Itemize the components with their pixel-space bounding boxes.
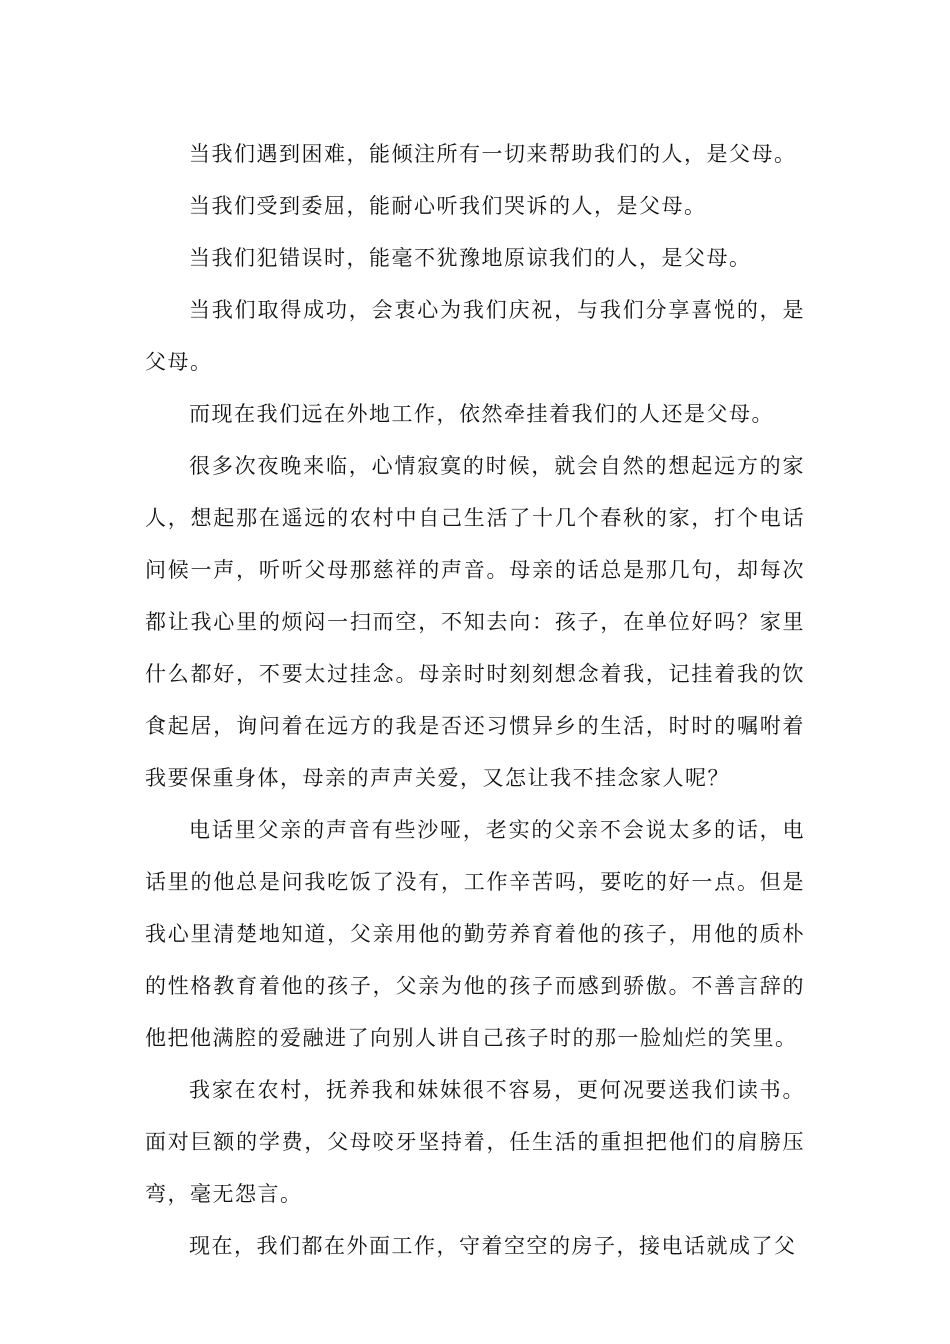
paragraph-9: 现在，我们都在外面工作，守着空空的房子，接电话就成了父 xyxy=(189,1234,797,1258)
article-body xyxy=(145,128,805,1272)
paragraph-4: 当我们取得成功，会衷心为我们庆祝，与我们分享喜悦的，是父母。 xyxy=(145,298,805,374)
paragraph-8: 我家在农村，抚养我和妹妹很不容易，更何况要送我们读书。面对巨额的学费，父母咬牙坚持着，任生活的重担把他们的肩膀压弯，毫无怨言。 xyxy=(145,1078,805,1206)
paragraph-3: 当我们犯错误时，能毫不犹豫地原谅我们的人，是父母。 xyxy=(189,246,752,270)
paragraph-1: 当我们遇到困难，能倾注所有一切来帮助我们的人，是父母。 xyxy=(189,142,797,166)
paragraph-7: 电话里父亲的声音有些沙哑，老实的父亲不会说太多的话，电话里的他总是问我吃饭了没有，工作辛苦吗，要吃的好一点。但是我心里清楚地知道，父亲用他的勤劳养育着他的孩子，用他的质朴的性格教育着他的孩子，父亲为他的孩子而感到骄傲。不善言辞的他把他满腔的爱融进了向别人讲自己孩子时的那一脸灿烂的笑里。 xyxy=(145,818,805,1050)
paragraph-2: 当我们受到委屈，能耐心听我们哭诉的人，是父母。 xyxy=(189,194,707,218)
paragraph-6: 很多次夜晚来临，心情寂寞的时候，就会自然的想起远方的家人，想起那在遥远的农村中自己生活了十几个春秋的家，打个电话问候一声，听听父母那慈祥的声音。母亲的话总是那几句，却每次都让我心里的烦闷一扫而空，不知去向：孩子，在单位好吗？家里什么都好，不要太过挂念。母亲时时刻刻想念着我，记挂着我的饮食起居，询问着在远方的我是否还习惯异乡的生活，时时的嘱咐着我要保重身体，母亲的声声关爱，又怎让我不挂念家人呢？ xyxy=(145,454,805,790)
paragraph-5: 而现在我们远在外地工作，依然牵挂着我们的人还是父母。 xyxy=(189,402,774,426)
